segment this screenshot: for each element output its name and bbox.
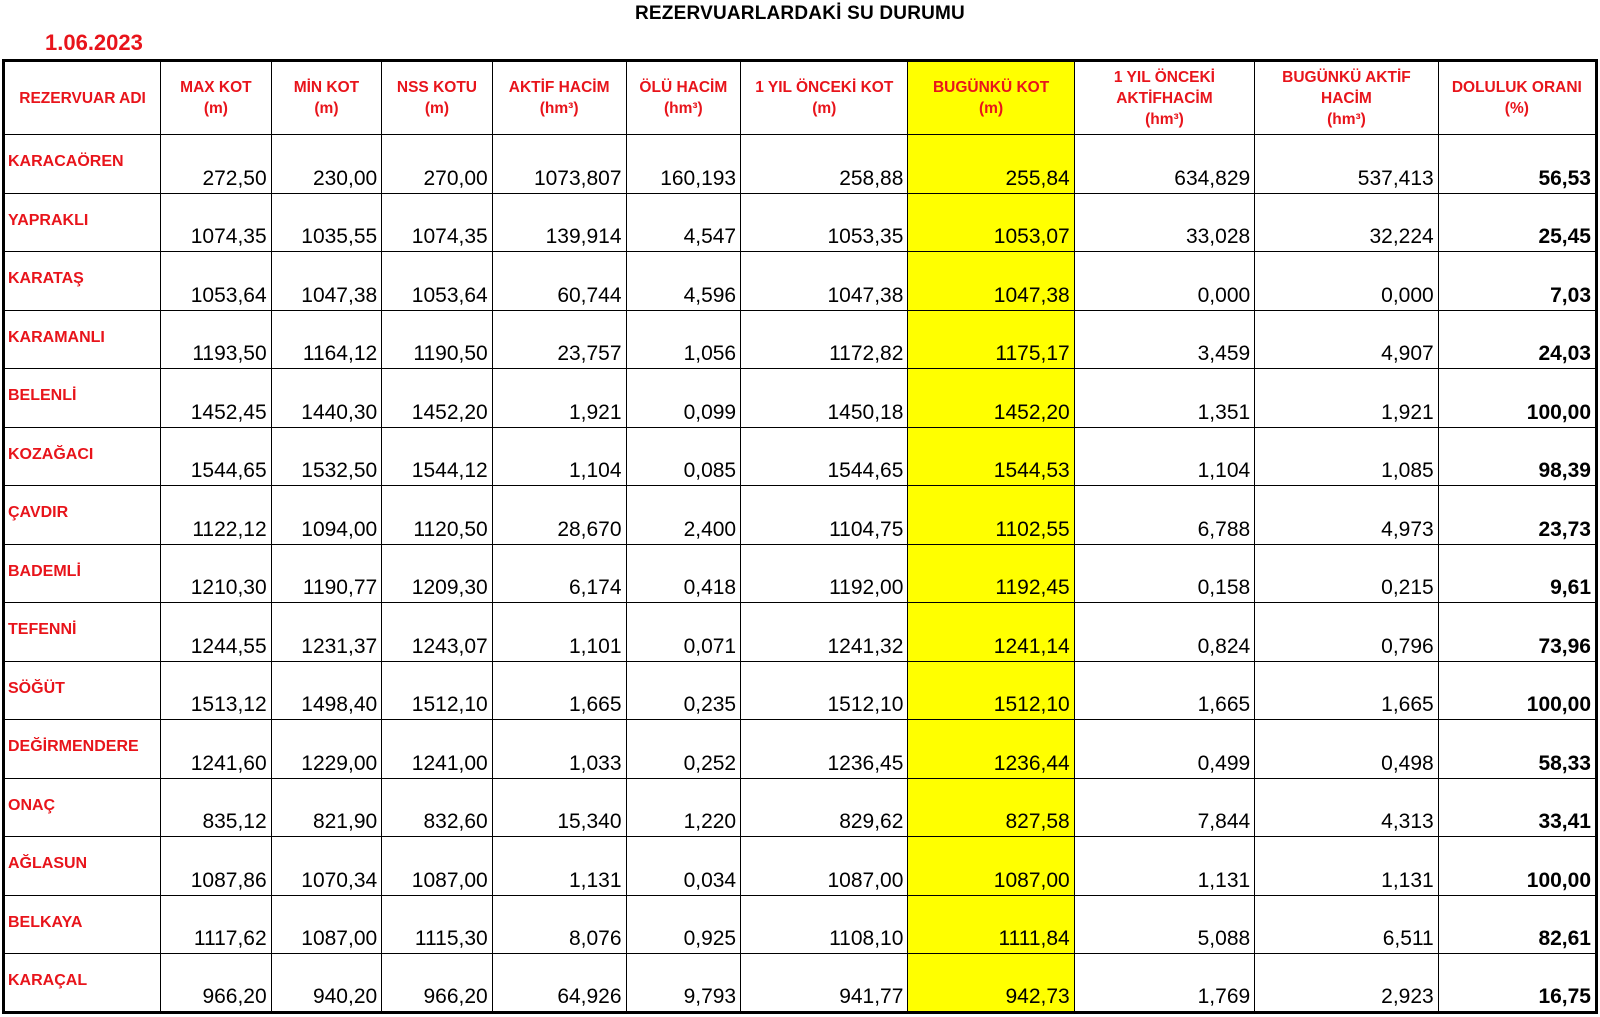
table-cell: 1512,10 — [741, 661, 908, 720]
table-cell: 1108,10 — [741, 895, 908, 954]
table-cell: 0,099 — [626, 369, 741, 428]
table-cell: 0,796 — [1255, 603, 1439, 662]
table-cell: 1,351 — [1074, 369, 1254, 428]
table-cell: 1,104 — [492, 427, 626, 486]
table-cell: 1498,40 — [271, 661, 382, 720]
table-cell: 1241,32 — [741, 603, 908, 662]
table-cell: 0,071 — [626, 603, 741, 662]
column-header — [741, 61, 908, 135]
table-cell: 1,131 — [492, 837, 626, 896]
table-cell: 1,033 — [492, 720, 626, 779]
table-cell: 0,418 — [626, 544, 741, 603]
table-cell: 3,459 — [1074, 310, 1254, 369]
current-level-cell: 1452,20 — [908, 369, 1074, 428]
current-level-cell: 1544,53 — [908, 427, 1074, 486]
table-cell: 0,034 — [626, 837, 741, 896]
table-cell: 8,076 — [492, 895, 626, 954]
table-cell: 6,788 — [1074, 486, 1254, 545]
table-cell: 1532,50 — [271, 427, 382, 486]
current-level-cell: 1192,45 — [908, 544, 1074, 603]
table-cell: 1209,30 — [382, 544, 493, 603]
fill-rate-cell: 9,61 — [1438, 544, 1596, 603]
column-header-unit: (m) — [812, 100, 837, 117]
table-cell: 1513,12 — [161, 661, 272, 720]
table-cell: 0,085 — [626, 427, 741, 486]
table-cell: 4,907 — [1255, 310, 1439, 369]
table-cell: 160,193 — [626, 135, 741, 194]
fill-rate-cell: 100,00 — [1438, 369, 1596, 428]
table-row — [4, 895, 1597, 954]
table-cell: 1193,50 — [161, 310, 272, 369]
table-cell: 1452,20 — [382, 369, 493, 428]
fill-rate-cell: 33,41 — [1438, 778, 1596, 837]
column-header-unit: (hm³) — [663, 100, 703, 117]
table-cell: 1087,86 — [161, 837, 272, 896]
table-cell: 1074,35 — [382, 193, 493, 252]
reservoir-name: ONAÇ — [4, 778, 161, 837]
table-cell: 1164,12 — [271, 310, 382, 369]
table-cell: 7,844 — [1074, 778, 1254, 837]
table-cell: 634,829 — [1074, 135, 1254, 194]
current-level-cell: 1111,84 — [908, 895, 1074, 954]
reservoir-name: KARATAŞ — [4, 252, 161, 311]
table-row — [4, 369, 1597, 428]
table-row — [4, 603, 1597, 662]
table-cell: 1035,55 — [271, 193, 382, 252]
reservoir-name: ÇAVDIR — [4, 486, 161, 545]
column-header-label: BUGÜNKÜ AKTİF HACİM — [1282, 68, 1411, 107]
table-cell: 0,235 — [626, 661, 741, 720]
table-cell: 4,547 — [626, 193, 741, 252]
column-header-label: MAX KOT — [180, 79, 252, 96]
reservoir-name: BELENLİ — [4, 369, 161, 428]
table-cell: 1047,38 — [741, 252, 908, 311]
fill-rate-cell: 23,73 — [1438, 486, 1596, 545]
column-header-unit: (hm³) — [1327, 110, 1366, 128]
current-level-cell: 1053,07 — [908, 193, 1074, 252]
table-cell: 0,000 — [1255, 252, 1439, 311]
table-cell: 5,088 — [1074, 895, 1254, 954]
table-cell: 33,028 — [1074, 193, 1254, 252]
reservoir-name: KARAÇAL — [4, 954, 161, 1013]
fill-rate-cell: 58,33 — [1438, 720, 1596, 779]
table-row — [4, 486, 1597, 545]
table-cell: 4,596 — [626, 252, 741, 311]
table-cell: 272,50 — [161, 135, 272, 194]
current-level-cell: 1175,17 — [908, 310, 1074, 369]
fill-rate-cell: 100,00 — [1438, 661, 1596, 720]
column-header-label: ÖLÜ HACİM — [639, 79, 728, 96]
column-header-unit: (m) — [424, 100, 449, 117]
table-cell: 1053,64 — [161, 252, 272, 311]
table-cell: 1450,18 — [741, 369, 908, 428]
fill-rate-cell: 7,03 — [1438, 252, 1596, 311]
current-level-cell: 1047,38 — [908, 252, 1074, 311]
table-cell: 1087,00 — [271, 895, 382, 954]
header-row — [4, 61, 1597, 135]
table-cell: 940,20 — [271, 954, 382, 1013]
table-cell: 1,085 — [1255, 427, 1439, 486]
table-cell: 1073,807 — [492, 135, 626, 194]
table-row — [4, 193, 1597, 252]
fill-rate-cell: 24,03 — [1438, 310, 1596, 369]
table-cell: 1229,00 — [271, 720, 382, 779]
table-cell: 1,921 — [492, 369, 626, 428]
report-date: 1.06.2023 — [45, 30, 143, 55]
table-cell: 28,670 — [492, 486, 626, 545]
table-cell: 1,665 — [1255, 661, 1439, 720]
table-cell: 0,824 — [1074, 603, 1254, 662]
table-cell: 1115,30 — [382, 895, 493, 954]
table-cell: 139,914 — [492, 193, 626, 252]
column-header — [1255, 61, 1439, 135]
column-header-unit: (m) — [979, 100, 1004, 117]
table-cell: 6,511 — [1255, 895, 1439, 954]
table-cell: 0,158 — [1074, 544, 1254, 603]
table-cell: 4,973 — [1255, 486, 1439, 545]
table-cell: 258,88 — [741, 135, 908, 194]
table-row — [4, 252, 1597, 311]
reservoir-name: AĞLASUN — [4, 837, 161, 896]
table-cell: 2,400 — [626, 486, 741, 545]
table-cell: 15,340 — [492, 778, 626, 837]
table-body — [4, 135, 1597, 1013]
column-header — [1074, 61, 1254, 135]
table-row — [4, 661, 1597, 720]
table-cell: 1104,75 — [741, 486, 908, 545]
table-cell: 832,60 — [382, 778, 493, 837]
reservoir-table — [2, 59, 1598, 1014]
table-cell: 1120,50 — [382, 486, 493, 545]
current-level-cell: 1102,55 — [908, 486, 1074, 545]
table-cell: 1117,62 — [161, 895, 272, 954]
table-cell: 1053,35 — [741, 193, 908, 252]
reservoir-name: SÖĞÜT — [4, 661, 161, 720]
table-row — [4, 544, 1597, 603]
table-cell: 0,498 — [1255, 720, 1439, 779]
table-cell: 60,744 — [492, 252, 626, 311]
current-level-cell: 1087,00 — [908, 837, 1074, 896]
table-cell: 1241,60 — [161, 720, 272, 779]
table-cell: 1053,64 — [382, 252, 493, 311]
reservoir-name: YAPRAKLI — [4, 193, 161, 252]
table-cell: 1512,10 — [382, 661, 493, 720]
table-cell: 1047,38 — [271, 252, 382, 311]
table-cell: 966,20 — [382, 954, 493, 1013]
table-cell: 2,923 — [1255, 954, 1439, 1013]
table-cell: 1544,65 — [741, 427, 908, 486]
table-cell: 1172,82 — [741, 310, 908, 369]
current-level-cell: 827,58 — [908, 778, 1074, 837]
reservoir-name: KOZAĞACI — [4, 427, 161, 486]
column-header-unit: (%) — [1504, 100, 1529, 117]
table-cell: 0,000 — [1074, 252, 1254, 311]
table-cell: 1,220 — [626, 778, 741, 837]
table-cell: 1,769 — [1074, 954, 1254, 1013]
reservoir-name: BELKAYA — [4, 895, 161, 954]
table-cell: 1190,50 — [382, 310, 493, 369]
column-header — [626, 61, 741, 135]
table-cell: 1236,45 — [741, 720, 908, 779]
table-cell: 23,757 — [492, 310, 626, 369]
table-cell: 1,104 — [1074, 427, 1254, 486]
reservoir-name: BADEMLİ — [4, 544, 161, 603]
column-header-label: 1 YIL ÖNCEKİ AKTİFHACİM — [1113, 68, 1215, 107]
table-cell: 4,313 — [1255, 778, 1439, 837]
table-row — [4, 720, 1597, 779]
fill-rate-cell: 98,39 — [1438, 427, 1596, 486]
column-header-label: DOLULUK ORANI — [1451, 79, 1582, 96]
current-level-cell: 255,84 — [908, 135, 1074, 194]
table-row — [4, 135, 1597, 194]
column-header-unit: (m) — [203, 100, 228, 117]
table-row — [4, 778, 1597, 837]
table-cell: 230,00 — [271, 135, 382, 194]
table-cell: 32,224 — [1255, 193, 1439, 252]
current-level-cell: 1241,14 — [908, 603, 1074, 662]
column-header — [382, 61, 493, 135]
table-cell: 1244,55 — [161, 603, 272, 662]
reservoir-name: TEFENNİ — [4, 603, 161, 662]
table-cell: 1544,12 — [382, 427, 493, 486]
table-row — [4, 954, 1597, 1013]
fill-rate-cell: 56,53 — [1438, 135, 1596, 194]
table-cell: 1231,37 — [271, 603, 382, 662]
table-cell: 1122,12 — [161, 486, 272, 545]
reservoir-name: KARACAÖREN — [4, 135, 161, 194]
current-level-cell: 1512,10 — [908, 661, 1074, 720]
column-header-label: REZERVUAR ADI — [19, 89, 146, 107]
column-header-label: 1 YIL ÖNCEKİ KOT — [755, 79, 894, 96]
table-cell: 0,925 — [626, 895, 741, 954]
table-cell: 1210,30 — [161, 544, 272, 603]
column-header — [4, 61, 161, 135]
table-cell: 1452,45 — [161, 369, 272, 428]
current-level-cell: 942,73 — [908, 954, 1074, 1013]
table-cell: 1,101 — [492, 603, 626, 662]
table-cell: 270,00 — [382, 135, 493, 194]
table-cell: 1,056 — [626, 310, 741, 369]
column-header-unit: (m) — [314, 100, 339, 117]
table-cell: 829,62 — [741, 778, 908, 837]
table-cell: 1192,00 — [741, 544, 908, 603]
table-cell: 1,131 — [1255, 837, 1439, 896]
table-row — [4, 310, 1597, 369]
column-header-label: NSS KOTU — [396, 79, 477, 96]
table-cell: 835,12 — [161, 778, 272, 837]
column-header-label: AKTİF HACİM — [508, 79, 610, 96]
table-row — [4, 837, 1597, 896]
table-cell: 1087,00 — [741, 837, 908, 896]
table-row — [4, 427, 1597, 486]
table-cell: 1440,30 — [271, 369, 382, 428]
reservoir-name: DEĞİRMENDERE — [4, 720, 161, 779]
table-cell: 1,131 — [1074, 837, 1254, 896]
table-cell: 821,90 — [271, 778, 382, 837]
table-cell: 1243,07 — [382, 603, 493, 662]
table-cell: 0,215 — [1255, 544, 1439, 603]
table-cell: 1544,65 — [161, 427, 272, 486]
page-title: REZERVUARLARDAKİ SU DURUMU — [635, 3, 965, 24]
table-cell: 6,174 — [492, 544, 626, 603]
table-cell: 1070,34 — [271, 837, 382, 896]
table-cell: 941,77 — [741, 954, 908, 1013]
fill-rate-cell: 73,96 — [1438, 603, 1596, 662]
table-cell: 1087,00 — [382, 837, 493, 896]
table-cell: 1,921 — [1255, 369, 1439, 428]
table-cell: 1074,35 — [161, 193, 272, 252]
table-cell: 1,665 — [1074, 661, 1254, 720]
fill-rate-cell: 16,75 — [1438, 954, 1596, 1013]
current-level-cell: 1236,44 — [908, 720, 1074, 779]
reservoir-name: KARAMANLI — [4, 310, 161, 369]
table-cell: 64,926 — [492, 954, 626, 1013]
table-cell: 537,413 — [1255, 135, 1439, 194]
table-cell: 1241,00 — [382, 720, 493, 779]
column-header — [908, 61, 1074, 135]
table-cell: 1094,00 — [271, 486, 382, 545]
fill-rate-cell: 100,00 — [1438, 837, 1596, 896]
column-header — [1438, 61, 1596, 135]
column-header-unit: (hm³) — [1145, 110, 1184, 128]
column-header-label: BUGÜNKÜ KOT — [932, 79, 1050, 96]
fill-rate-cell: 82,61 — [1438, 895, 1596, 954]
fill-rate-cell: 25,45 — [1438, 193, 1596, 252]
column-header-unit: (hm³) — [539, 100, 579, 117]
table-cell: 966,20 — [161, 954, 272, 1013]
column-header-label: MİN KOT — [293, 79, 360, 96]
table-cell: 0,499 — [1074, 720, 1254, 779]
column-header — [492, 61, 626, 135]
table-cell: 0,252 — [626, 720, 741, 779]
table-cell: 1190,77 — [271, 544, 382, 603]
table-cell: 1,665 — [492, 661, 626, 720]
table-cell: 9,793 — [626, 954, 741, 1013]
column-header — [271, 61, 382, 135]
column-header — [161, 61, 272, 135]
